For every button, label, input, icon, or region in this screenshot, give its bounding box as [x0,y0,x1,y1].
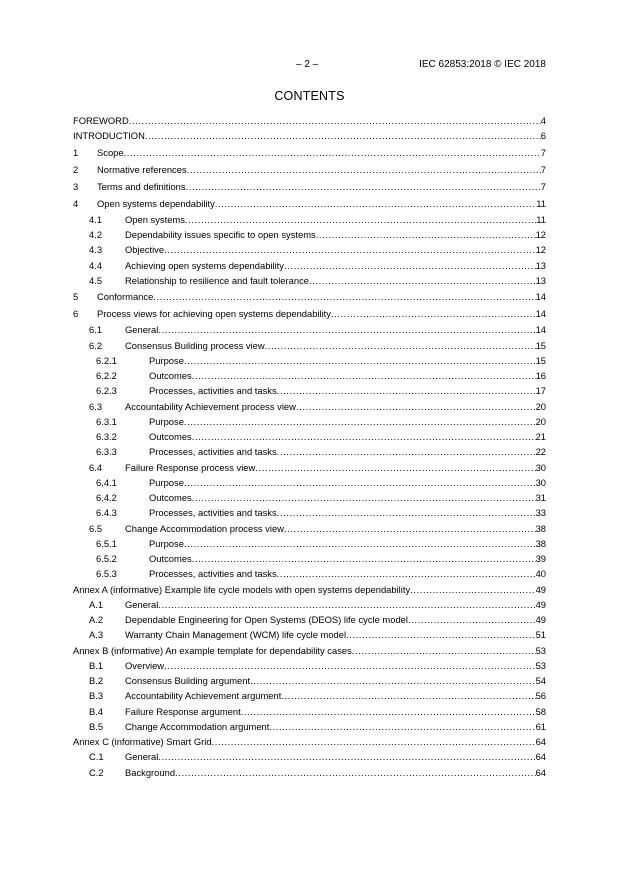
toc-entry-page: 15 [535,354,546,366]
toc-entry-number: 6.2 [89,339,103,351]
toc-entry-page: 53 [535,644,546,656]
toc-entry[interactable] [73,673,546,688]
toc-entry[interactable] [73,161,546,178]
toc-entry-label: Open systems [125,213,185,225]
toc-entry-number: 6.2.1 [96,354,117,366]
toc-entry[interactable] [73,383,546,398]
toc-entry-page: 39 [535,553,546,565]
toc-entry-label: Processes, activities and tasks [149,446,277,458]
toc-dot-leader [281,688,535,703]
toc-entry-label: Purpose [149,537,184,549]
toc-entry-page: 38 [535,537,546,549]
toc-entry-label: Background [125,766,176,778]
toc-entry[interactable] [73,128,546,143]
toc-entry-page: 33 [535,507,546,519]
toc-dot-leader [192,368,536,383]
toc-entry-number: 6.5.2 [96,553,117,565]
toc-dot-leader [124,144,541,161]
toc-entry[interactable] [73,414,546,429]
toc-entry-number: A.2 [89,614,104,626]
toc-entry-page: 31 [535,492,546,504]
toc-dot-leader [316,227,536,242]
toc-entry[interactable] [73,460,546,475]
toc-entry[interactable] [73,322,546,337]
toc-entry-number: 6.3 [89,400,103,412]
toc-entry[interactable] [73,258,546,273]
toc-entry-page: 6 [540,130,546,142]
toc-entry[interactable] [73,521,546,536]
toc-entry-page: 13 [535,274,546,286]
toc-entry[interactable] [73,144,546,161]
toc-entry-label: INTRODUCTION [73,130,145,142]
toc-entry-label: Scope [97,146,124,158]
toc-entry-page: 56 [535,690,546,702]
toc-entry[interactable] [73,242,546,257]
toc-entry-page: 12 [535,244,546,256]
toc-dot-leader [184,414,536,429]
toc-dot-leader [277,505,536,520]
toc-entry-page: 64 [535,766,546,778]
toc-entry-number: 6.4.2 [96,492,117,504]
toc-entry[interactable] [73,399,546,414]
toc-entry[interactable] [73,444,546,459]
toc-entry-number: 6.4 [89,461,103,473]
toc-dot-leader [255,460,535,475]
toc-entry-page: 38 [535,522,546,534]
toc-entry[interactable] [73,536,546,551]
toc-entry-number: 4.1 [89,213,103,225]
toc-dot-leader [175,765,536,780]
toc-entry[interactable] [73,582,546,597]
toc-entry-label: Failure Response argument [125,705,241,717]
toc-entry-number: B.2 [89,675,104,687]
toc-entry-label: Outcomes [149,370,192,382]
toc-entry-number: 6.2.3 [96,385,117,397]
toc-entry[interactable] [73,368,546,383]
toc-entry-number: 4 [73,197,79,209]
toc-entry-number: 6.2.2 [96,370,117,382]
toc-entry-number: 6 [73,308,79,320]
toc-dot-leader [158,749,535,764]
toc-dot-leader [346,627,535,642]
toc-entry-number: B.3 [89,690,104,702]
toc-entry[interactable] [73,178,546,195]
toc-entry-label: Purpose [149,415,184,427]
toc-dot-leader [164,658,535,673]
toc-dot-leader [408,612,536,627]
toc-entry-label: Consensus Building process view [125,339,265,351]
toc-entry[interactable] [73,227,546,242]
toc-entry-page: 11 [536,213,546,225]
toc-entry-label: Failure Response process view [125,461,256,473]
toc-entry-number: 4.2 [89,229,103,241]
toc-entry-label: Change Accommodation process view [125,522,284,534]
toc-dot-leader [410,582,535,597]
toc-entry-label: Outcomes [149,492,192,504]
toc-entry-label: Outcomes [149,553,192,565]
toc-dot-leader [284,258,536,273]
toc-entry-page: 13 [535,259,546,271]
toc-entry-page: 12 [535,229,546,241]
toc-entry[interactable] [73,597,546,612]
toc-entry-page: 7 [540,180,546,192]
toc-entry-page: 30 [535,476,546,488]
toc-entry-label: Accountability Achievement process view [125,400,296,412]
toc-entry-label: Terms and definitions [97,180,186,192]
toc-dot-leader [187,161,541,178]
toc-entry-label: Purpose [149,354,184,366]
toc-entry-label: Open systems dependability [97,197,215,209]
toc-entry-page: 49 [535,598,546,610]
toc-entry-number: A.3 [89,629,104,641]
toc-entry-label: Warranty Chain Management (WCM) life cycle model [125,629,347,641]
table-of-contents [73,113,546,780]
toc-dot-leader [158,322,535,337]
toc-entry[interactable] [73,566,546,581]
toc-entry-page: 15 [535,339,546,351]
toc-entry-number: B.1 [89,659,104,671]
toc-entry-number: 6.5.1 [96,537,117,549]
toc-entry-label: Consensus Building argument [125,675,251,687]
toc-entry-label: Conformance [97,291,154,303]
toc-dot-leader [241,704,536,719]
toc-dot-leader [192,551,536,566]
toc-entry[interactable] [73,195,546,212]
toc-entry-label: General [125,324,159,336]
toc-entry-page: 7 [540,146,546,158]
toc-entry-label: Annex B (informative) An example template for dependability cases [73,644,352,656]
toc-entry[interactable] [73,658,546,673]
toc-entry-label: FOREWORD [73,115,129,126]
toc-entry-page: 14 [535,324,546,336]
toc-dot-leader [129,113,541,128]
document-reference: IEC 62853:2018 © IEC 2018 [419,59,546,70]
toc-entry-label: Relationship to resilience and fault tolerance [125,274,309,286]
toc-dot-leader [250,673,535,688]
toc-entry-page: 14 [535,308,546,320]
toc-entry-number: 1 [73,146,79,158]
toc-entry-page: 21 [535,431,546,443]
toc-entry-label: Overview [125,659,165,671]
toc-entry[interactable] [73,429,546,444]
toc-entry[interactable] [73,612,546,627]
toc-dot-leader [296,399,536,414]
toc-entry[interactable] [73,719,546,734]
toc-dot-leader [184,353,536,368]
toc-dot-leader [164,242,535,257]
toc-dot-leader [185,212,536,227]
toc-dot-leader [192,429,536,444]
toc-entry-number: 5 [73,291,79,303]
toc-entry-number: 4.3 [89,244,103,256]
toc-entry-label: Achieving open systems dependability [125,259,284,271]
toc-entry[interactable] [73,627,546,642]
toc-entry-label: Change Accommodation argument [125,720,270,732]
toc-entry-number: 6.4.1 [96,476,117,488]
toc-dot-leader [184,536,536,551]
toc-entry-label: Outcomes [149,431,192,443]
toc-entry-page: 54 [535,675,546,687]
toc-entry-page: 61 [535,720,546,732]
toc-entry-page: 58 [535,705,546,717]
toc-entry-label: Accountability Achievement argument [125,690,282,702]
toc-entry[interactable] [73,288,546,305]
toc-entry-number: B.5 [89,720,104,732]
toc-entry-number: 6.1 [89,324,103,336]
toc-dot-leader [265,338,536,353]
toc-entry-number: 4.4 [89,259,103,271]
toc-entry[interactable] [73,643,546,658]
toc-dot-leader [184,475,536,490]
toc-entry-number: 6.5.3 [96,568,117,580]
toc-entry[interactable] [73,305,546,322]
toc-entry[interactable] [73,765,546,780]
toc-entry-number: 3 [73,180,79,192]
toc-entry-label: Dependability issues specific to open systems [125,229,316,241]
toc-dot-leader [277,383,536,398]
toc-entry[interactable] [73,505,546,520]
toc-entry-page: 20 [535,415,546,427]
toc-entry-number: 6.5 [89,522,103,534]
toc-entry-page: 20 [535,400,546,412]
toc-entry-page: 16 [535,370,546,382]
toc-entry[interactable] [73,688,546,703]
toc-entry-number: C.1 [89,751,104,763]
toc-entry-page: 14 [535,291,546,303]
toc-entry-number: 6.3.3 [96,446,117,458]
toc-entry[interactable] [73,749,546,764]
toc-entry-number: A.1 [89,598,104,610]
toc-entry-label: General [125,751,159,763]
toc-entry-label: Processes, activities and tasks [149,385,277,397]
toc-dot-leader [215,195,536,212]
toc-dot-leader [331,305,536,322]
toc-entry-label: Process views for achieving open systems dependability [97,308,331,320]
toc-entry-page: 7 [540,163,546,175]
toc-entry[interactable] [73,704,546,719]
toc-dot-leader [212,734,536,749]
toc-entry[interactable] [73,273,546,288]
toc-dot-leader [158,597,535,612]
toc-dot-leader [186,178,541,195]
toc-entry-number: B.4 [89,705,104,717]
toc-dot-leader [192,490,536,505]
toc-dot-leader [277,444,536,459]
toc-entry-page: 51 [535,629,546,641]
toc-dot-leader [277,566,536,581]
toc-dot-leader [284,521,536,536]
toc-entry-page: 49 [535,614,546,626]
toc-entry[interactable] [73,338,546,353]
toc-entry-page: 64 [535,736,546,748]
toc-entry-number: 6.3.1 [96,415,117,427]
toc-entry-page: 64 [535,751,546,763]
toc-entry-label: Annex A (informative) Example life cycle models with open systems dependability [73,583,411,595]
toc-entry-page: 53 [535,659,546,671]
toc-entry-page: 22 [535,446,546,458]
toc-entry[interactable] [73,212,546,227]
toc-entry[interactable] [73,490,546,505]
toc-dot-leader [153,288,535,305]
toc-entry[interactable] [73,475,546,490]
toc-entry-number: 2 [73,163,79,175]
toc-entry-page: 17 [535,385,546,397]
toc-dot-leader [309,273,536,288]
toc-entry-page: 4 [540,115,546,126]
toc-dot-leader [352,643,536,658]
page-number: – 2 – [296,59,319,70]
toc-entry-page: 40 [535,568,546,580]
toc-dot-leader [145,128,541,143]
toc-entry-label: Processes, activities and tasks [149,568,277,580]
toc-entry-page: 49 [535,583,546,595]
toc-entry[interactable] [73,551,546,566]
toc-entry-label: Annex C (informative) Smart Grid [73,736,212,748]
toc-dot-leader [269,719,535,734]
toc-entry-number: 6.3.2 [96,431,117,443]
toc-entry-label: Purpose [149,476,184,488]
toc-entry-page: 30 [535,461,546,473]
toc-entry-number: C.2 [89,766,104,778]
toc-entry-number: 4.5 [89,274,103,286]
toc-entry-page: 11 [536,197,546,209]
toc-entry[interactable] [73,353,546,368]
toc-entry[interactable] [73,734,546,749]
toc-entry-label: Dependable Engineering for Open Systems (DEOS) life cycle model [125,614,408,626]
toc-entry-label: Processes, activities and tasks [149,507,277,519]
page-title: CONTENTS [274,89,345,103]
toc-entry-label: Normative references [97,163,187,175]
toc-entry-number: 6.4.3 [96,507,117,519]
toc-entry[interactable] [73,113,546,128]
toc-entry-label: Objective [125,244,165,256]
toc-entry-label: General [125,598,159,610]
